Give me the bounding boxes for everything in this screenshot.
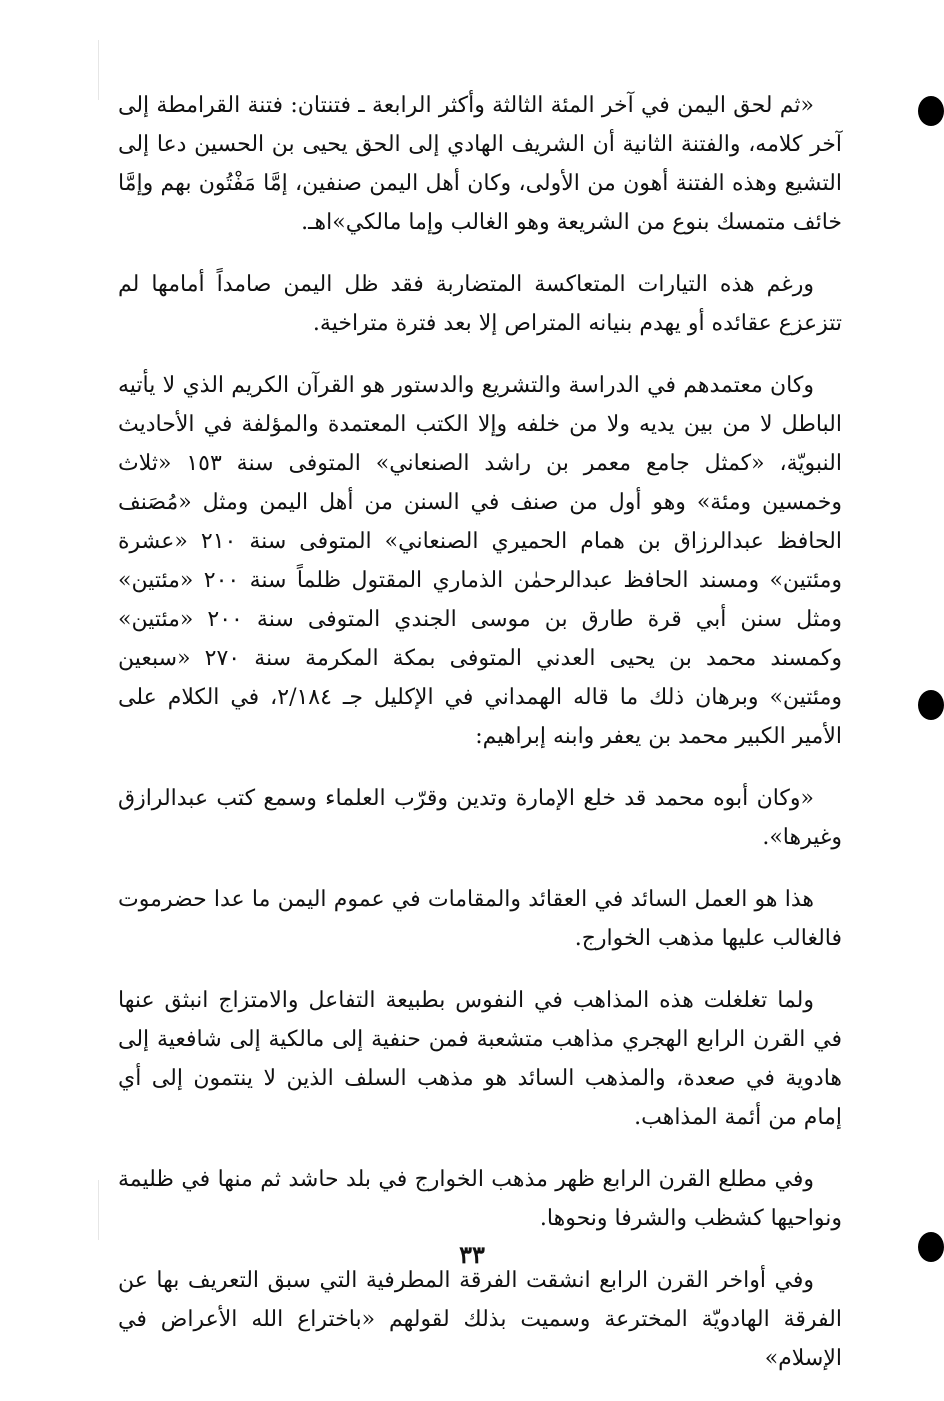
binder-hole-mark (918, 96, 944, 126)
paragraph-1: «ثم لحق اليمن في آخر المئة الثالثة وأكثر الرابعة ـ فتنتان: فتنة القرامطة إلى آخر كلامه، والفتنة الثانية أن الشريف الهادي إلى الحق يحيى بن الحسين دعا إلى التشيع وهذه الفتنة أهون من الأولى، وكان أهل اليمن صنفين، إمَّا مَفْتُون بهم وإمَّا خائف متمسك بنوع من الشريعة وهو الغالب وإما مالكي»اهـ. (118, 93, 842, 235)
paragraph-5: هذا هو العمل السائد في العقائد والمقامات في عموم اليمن ما عدا حضرموت فالغالب عليها مذهب الخوارج. (118, 887, 842, 951)
paragraph-6: ولما تغلغلت هذه المذاهب في النفوس بطبيعة التفاعل والامتزاج انبثق عنها في القرن الرابع الهجري مذاهب متشعبة فمن حنفية إلى مالكية إلى شافعية إلى هادوية في صعدة، والمذهب السائد هو مذهب السلف الذين لا ينتمون إلى أي إمام من أئمة المذاهب. (118, 988, 842, 1130)
paragraph-4: «وكان أبوه محمد قد خلع الإمارة وتدين وقرّب العلماء وسمع كتب عبدالرازق وغيرها». (118, 786, 842, 850)
body-text (118, 86, 842, 1401)
binder-hole-mark (918, 690, 944, 720)
paragraph-2: ورغم هذه التيارات المتعاكسة المتضاربة فقد ظل اليمن صامداً أمامها لم تتزعزع عقائده أو يهدم بنيانه المتراص إلا بعد فترة متراخية. (118, 272, 842, 336)
page-number: ٣٣ (459, 1240, 485, 1269)
paragraph-7: وفي مطلع القرن الرابع ظهر مذهب الخوارج في بلد حاشد ثم منها في ظليمة ونواحيها كشظب والشرفا ونحوها. (118, 1167, 842, 1231)
scan-edge-line (98, 1180, 99, 1240)
scan-edge-line (98, 40, 99, 100)
paragraph-3: وكان معتمدهم في الدراسة والتشريع والدستور هو القرآن الكريم الذي لا يأتيه الباطل لا من بين يديه ولا من خلفه وإلا الكتب المعتمدة والمؤلفة في الأحاديث النبويّة، «كمثل جامع معمر بن راشد الصنعاني» المتوفى سنة ١٥٣ «ثلاث وخمسين ومئة» وهو أول من صنف في السنن من أهل اليمن ومثل «مُصَنف الحافظ عبدالرزاق بن همام الحميري الصنعاني» المتوفى سنة ٢١٠ «عشرة ومئتين» ومسند الحافظ عبدالرحمٰن الذماري المقتول ظلماً سنة ٢٠٠ «مئتين» ومثل سنن أبي قرة طارق بن موسى الجندي المتوفى سنة ٢٠٠ «مئتين» وكمسند محمد بن يحيى العدني المتوفى بمكة المكرمة سنة ٢٧٠ «سبعين ومئتين» وبرهان ذلك ما قاله الهمداني في الإكليل جـ ٢/١٨٤، في الكلام على الأمير الكبير محمد بن يعفر وابنه إبراهيم: (118, 373, 842, 749)
paragraph-8: وفي أواخر القرن الرابع انشقت الفرقة المطرفية التي سبق التعريف بها عن الفرقة الهادويّة المخترعة وسميت بذلك لقولهم «باختراع الله الأعراض في الإسلام» (118, 1268, 842, 1371)
